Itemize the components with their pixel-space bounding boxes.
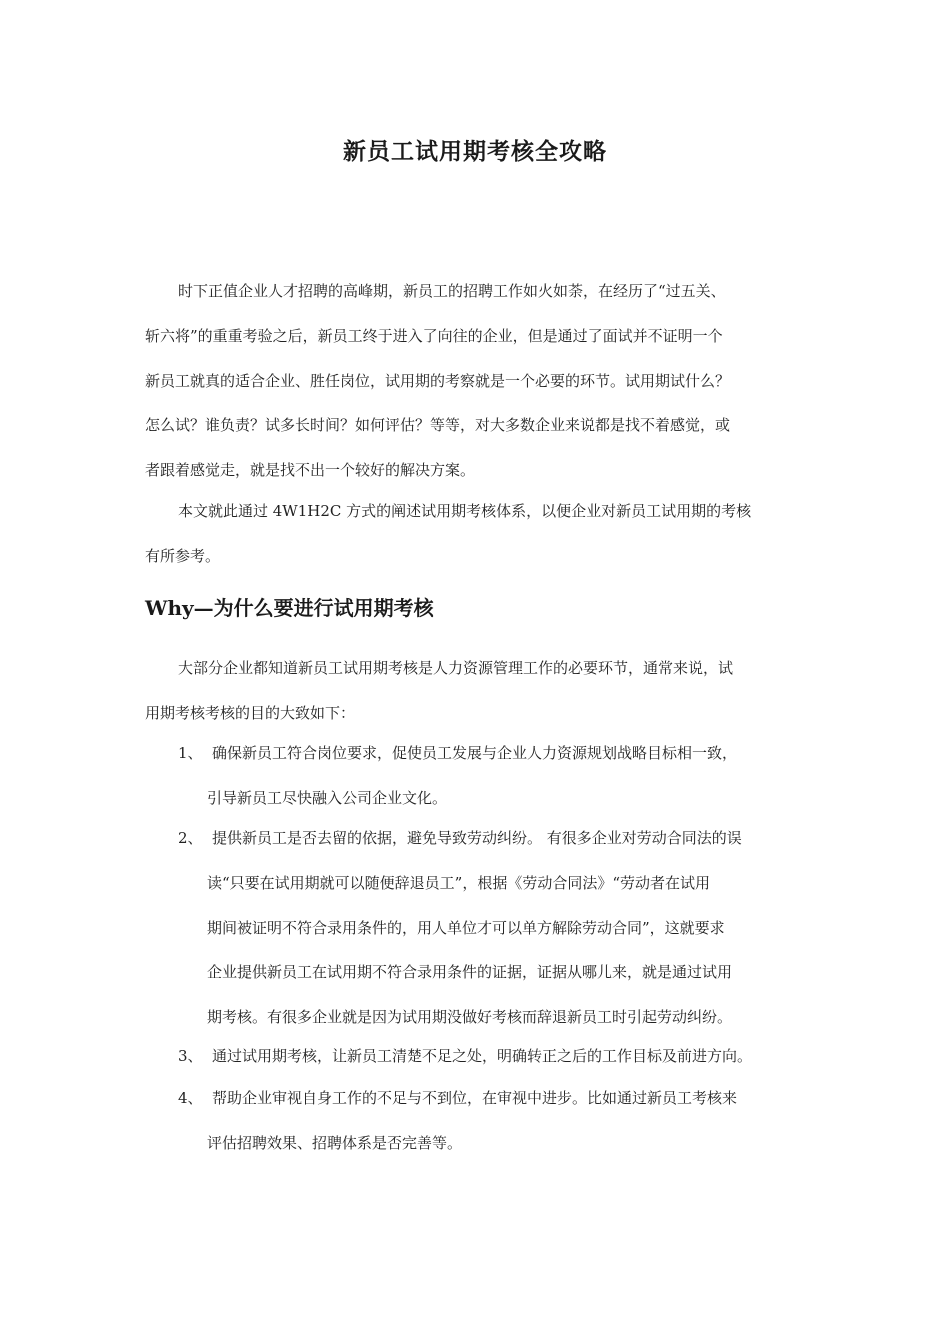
list-item-line: 帮助企业审视自身工作的不足与不到位，在审视中进步。比如通过新员工考核来 [212,1089,738,1107]
list-item-line: 期考核。有很多企业就是因为试用期没做好考核而辞退新员工时引起劳动纠纷。 [207,1008,733,1026]
list-item-number: 1、 [178,744,203,762]
list-item-line: 读“只要在试用期就可以随便辞退员工”，根据《劳动合同法》“劳动者在试用 [207,874,711,892]
list-item-line: 确保新员工符合岗位要求，促使员工发展与企业人力资源规划战略目标相一致， [212,744,738,762]
list-item-line: 评估招聘效果、招聘体系是否完善等。 [207,1134,463,1152]
list-item-number: 4、 [178,1089,203,1107]
intro-line-2: 斩六将”的重重考验之后，新员工终于进入了向往的企业，但是通过了面试并不证明一个 [145,327,723,345]
intro-line-5: 者跟着感觉走，就是找不出一个较好的解决方案。 [145,461,476,479]
document-title: 新员工试用期考核全攻略 [343,138,607,165]
intro2-line-1: 本文就此通过 4W1H2C 方式的阐述试用期考核体系，以便企业对新员工试用期的考核 [178,502,752,520]
list-item-line: 企业提供新员工在试用期不符合录用条件的证据，证据从哪儿来，就是通过试用 [207,963,733,981]
list-item-line: 期间被证明不符合录用条件的，用人单位才可以单方解除劳动合同”，这就要求 [207,919,725,937]
section-intro-line-1: 大部分企业都知道新员工试用期考核是人力资源管理工作的必要环节，通常来说，试 [178,659,734,677]
intro-line-1: 时下正值企业人才招聘的高峰期，新员工的招聘工作如火如荼，在经历了“过五关、 [178,282,726,300]
intro-line-3: 新员工就真的适合企业、胜任岗位，试用期的考察就是一个必要的环节。试用期试什么？ [145,372,731,390]
intro-line-4: 怎么试？谁负责？试多长时间？如何评估？等等，对大多数企业来说都是找不着感觉，或 [145,416,731,434]
list-item-line: 提供新员工是否去留的依据，避免导致劳动纠纷。 有很多企业对劳动合同法的误 [212,829,742,847]
list-item-number: 3、 [178,1047,203,1065]
list-item-line: 引导新员工尽快融入公司企业文化。 [207,789,448,807]
intro2-line-2: 有所参考。 [145,547,221,565]
list-item-line: 通过试用期考核，让新员工清楚不足之处，明确转正之后的工作目标及前进方向。 [212,1047,753,1065]
section-intro-line-2: 用期考核考核的目的大致如下： [145,704,356,722]
section-heading: Why—为什么要进行试用期考核 [145,596,434,620]
list-item-number: 2、 [178,829,203,847]
